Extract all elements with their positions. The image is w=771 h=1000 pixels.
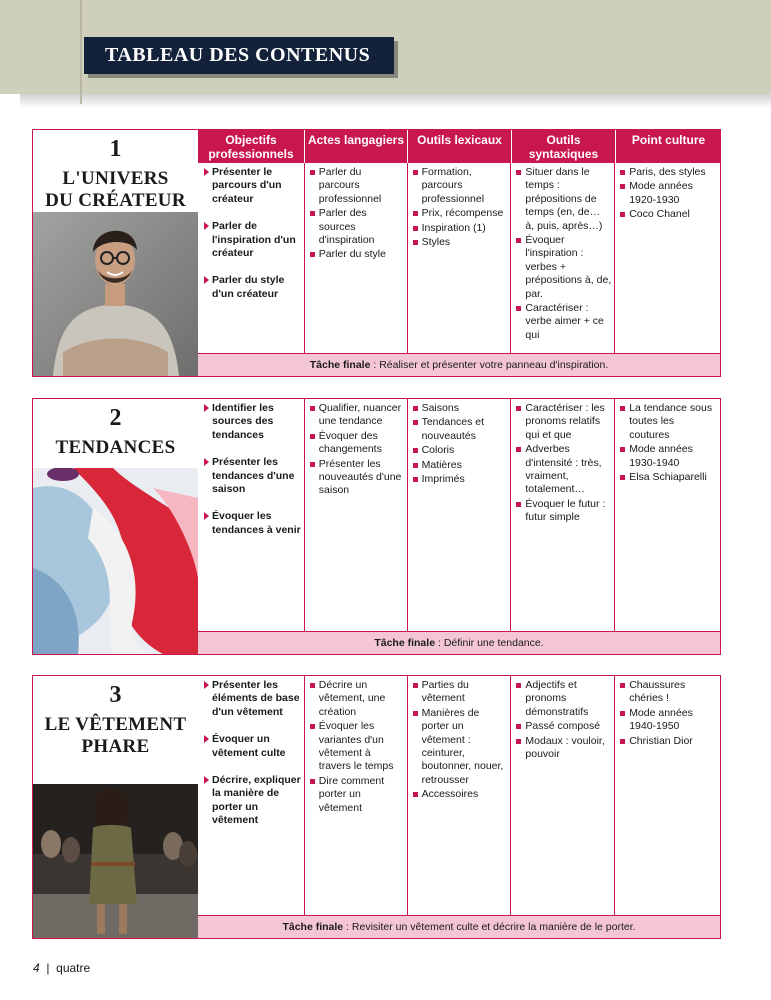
task-text: Définir une tendance. — [443, 637, 544, 649]
list-item: Parler des sources d'inspiration — [310, 207, 404, 247]
list-item: Évoquer des changements — [310, 430, 404, 457]
objective-item: Parler du style d'un créateur — [203, 274, 301, 301]
unit-number: 3 — [109, 682, 122, 708]
objective-item: Évoquer un vêtement culte — [203, 733, 301, 760]
list-item: Adjectifs et pronoms démonstratifs — [516, 679, 611, 719]
list-item: Manières de porter un vêtement : ceinturer, boutonner, nouer, retrousser — [413, 707, 508, 787]
culture-column — [615, 676, 720, 915]
list-item: Présenter les nouveautés d'une saison — [310, 458, 404, 498]
unit-2 — [32, 398, 721, 655]
header-syntaxiques: Outils syntaxiques — [512, 130, 616, 163]
unit-1-columns — [198, 163, 720, 353]
list-item: Imprimés — [413, 473, 508, 486]
header-lexicaux: Outils lexicaux — [408, 130, 512, 163]
objectifs-column — [198, 163, 305, 353]
list-item: Matières — [413, 459, 508, 472]
list-item: Accessoires — [413, 788, 508, 801]
unit-title-line-1: TENDANCES — [55, 437, 176, 458]
designer-photo — [33, 212, 198, 376]
list-item: Saisons — [413, 402, 508, 415]
list-item: Tendances et nouveautés — [413, 416, 508, 443]
list-item: Parler du style — [310, 248, 404, 261]
unit-2-columns — [198, 399, 720, 631]
list-item: Coloris — [413, 444, 508, 457]
task-label: Tâche finale — [374, 637, 436, 649]
header-actes: Actes langagiers — [305, 130, 408, 163]
unit-3-label — [33, 676, 198, 938]
task-text: Revisiter un vêtement culte et décrire la manière de le porter. — [351, 921, 636, 933]
unit-title-line-2: PHARE — [81, 736, 150, 757]
unit-1-label — [33, 130, 198, 376]
objective-item: Identifier les sources des tendances — [203, 402, 301, 442]
page-number: 4 — [33, 961, 40, 975]
header-row — [198, 130, 721, 163]
runway-photo — [33, 784, 198, 938]
list-item: Chaussures chéries ! — [620, 679, 717, 706]
objectifs-column — [198, 676, 305, 915]
list-item: Caractériser : verbe aimer + ce qui — [516, 302, 611, 342]
list-item: Parler du parcours professionnel — [310, 166, 404, 206]
task-label: Tâche finale — [309, 359, 371, 371]
task-label: Tâche finale — [282, 921, 344, 933]
unit-3-columns — [198, 676, 720, 915]
objective-item: Présenter les tendances d'une saison — [203, 456, 301, 496]
header-objectifs: Objectifs professionnels — [198, 130, 305, 163]
unit-title-line-1: L'UNIVERS — [62, 168, 169, 189]
unit-title-line-2: DU CRÉATEUR — [45, 190, 186, 211]
final-task: Tâche finale : Définir une tendance. — [198, 631, 720, 654]
list-item: Formation, parcours professionnel — [413, 166, 508, 206]
objective-item: Décrire, expliquer la manière de porter un vêtement — [203, 774, 301, 828]
page-word: quatre — [56, 961, 91, 975]
syntaxiques-column — [511, 676, 615, 915]
header-culture: Point culture — [631, 133, 706, 147]
trend-photo — [33, 468, 198, 654]
footer-separator: | — [46, 961, 50, 975]
unit-3 — [32, 675, 721, 939]
unit-title-line-1: LE VÊTEMENT — [44, 714, 187, 735]
page-footer — [33, 961, 90, 975]
list-item: Évoquer le futur : futur simple — [516, 498, 611, 525]
objective-item: Présenter le parcours d'un créateur — [203, 166, 301, 206]
unit-number: 1 — [109, 136, 122, 162]
list-item: Mode années 1920-1930 — [620, 180, 717, 207]
band-shadow — [20, 94, 771, 108]
lexicaux-column — [408, 163, 512, 353]
list-item: Passé composé — [516, 720, 611, 733]
unit-number: 2 — [109, 405, 122, 431]
final-task: Tâche finale : Revisiter un vêtement culte et décrire la manière de le porter. — [198, 915, 720, 938]
list-item: Décrire un vêtement, une création — [310, 679, 404, 719]
list-item: Styles — [413, 236, 508, 249]
culture-column — [615, 399, 720, 631]
unit-2-label — [33, 399, 198, 654]
list-item: Coco Chanel — [620, 208, 717, 221]
list-item: Paris, des styles — [620, 166, 717, 179]
list-item: Dire comment porter un vêtement — [310, 775, 404, 815]
unit-1 — [32, 129, 721, 377]
page-title: TABLEAU DES CONTENUS — [84, 37, 394, 74]
actes-column — [305, 676, 408, 915]
lexicaux-column — [408, 676, 512, 915]
list-item: Modaux : vouloir, pouvoir — [516, 735, 611, 762]
list-item: Évoquer les variantes d'un vêtement à travers le temps — [310, 720, 404, 774]
syntaxiques-column — [511, 163, 615, 353]
culture-column — [615, 163, 720, 353]
list-item: Qualifier, nuancer une tendance — [310, 402, 404, 429]
list-item: Situer dans le temps : prépositions de temps (en, de… à, puis, après…) — [516, 166, 611, 233]
actes-column — [305, 399, 408, 631]
list-item: Évoquer l'inspiration : verbes + prépositions à, de, par. — [516, 234, 611, 301]
header-rule — [80, 0, 82, 104]
objective-item: Présenter les éléments de base d'un vêtement — [203, 679, 301, 719]
task-text: Réaliser et présenter votre panneau d'inspiration. — [379, 359, 609, 371]
objective-item: Évoquer les tendances à venir — [203, 510, 301, 537]
final-task: Tâche finale : Réaliser et présenter votre panneau d'inspiration. — [198, 353, 720, 376]
list-item: Parties du vêtement — [413, 679, 508, 706]
list-item: Inspiration (1) — [413, 222, 508, 235]
syntaxiques-column — [511, 399, 615, 631]
list-item: Mode années 1930-1940 — [620, 443, 717, 470]
list-item: Christian Dior — [620, 735, 717, 748]
objectifs-column — [198, 399, 305, 631]
list-item: Caractériser : les pronoms relatifs qui et que — [516, 402, 611, 442]
list-item: Adverbes d'intensité : très, vraiment, totalement… — [516, 443, 611, 497]
list-item: Mode années 1940-1950 — [620, 707, 717, 734]
list-item: La tendance sous toutes les coutures — [620, 402, 717, 442]
objective-item: Parler de l'inspiration d'un créateur — [203, 220, 301, 260]
actes-column — [305, 163, 408, 353]
list-item: Elsa Schiaparelli — [620, 471, 717, 484]
list-item: Prix, récompense — [413, 207, 508, 220]
lexicaux-column — [408, 399, 512, 631]
